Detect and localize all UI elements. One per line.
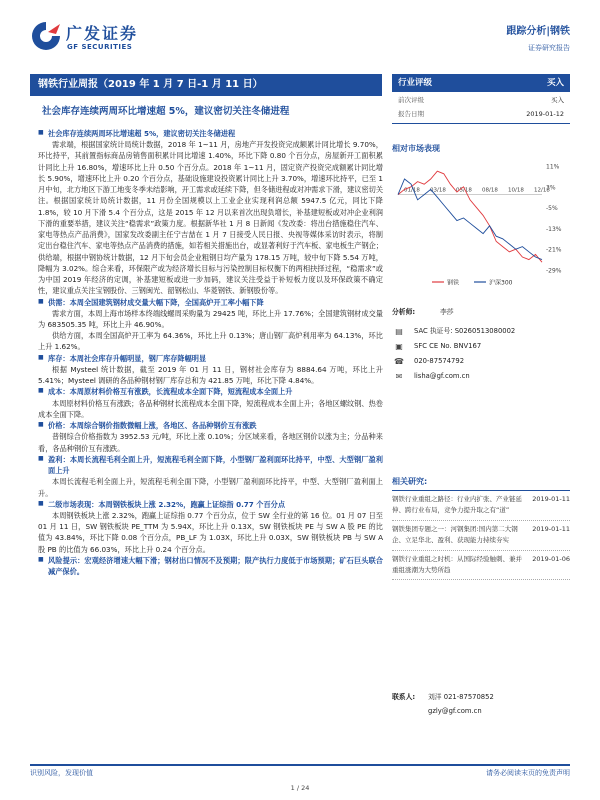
related-item[interactable]: 钢铁行业重组之时机：从国际经验触刺、兼并重组涨潮为大势所趋 2019-01-06	[392, 551, 570, 581]
y-tick-label: -13%	[546, 225, 562, 233]
footer-disclaimer: 请务必阅读末页的免责声明	[486, 769, 570, 777]
section-heading: ■ 二级市场表现：本周钢铁板块上涨 2.32%，跑赢上证综指 0.77 个百分点	[38, 499, 383, 510]
report-category: 跟踪分析|钢铁	[506, 26, 570, 37]
x-tick-label: 05/18	[456, 187, 472, 194]
main-body	[38, 128, 383, 577]
contact-name-phone: 刘洋 021-87570852	[428, 693, 494, 701]
related-title: 相关研究:	[392, 476, 570, 491]
page-footer	[30, 768, 570, 779]
prev-rating-label: 前次评级	[398, 96, 424, 104]
report-date-label: 报告日期	[398, 109, 424, 118]
gf-logo-icon	[30, 20, 62, 52]
email-icon: ✉	[395, 371, 403, 381]
y-tick-label: -29%	[546, 267, 562, 275]
analyst-info	[392, 305, 570, 384]
x-tick-label: 01/18	[404, 187, 420, 194]
report-date-value: 2019-01-12	[526, 109, 564, 118]
section-heading: ■ 盈利：本周长流程毛利全面上升，短流程毛利全面下降，小型钢厂盈利面环比持平，中型、大型钢厂盈利面上升	[38, 454, 383, 476]
rating-value: 买入	[546, 78, 564, 88]
y-tick-label: -21%	[546, 246, 562, 254]
y-tick-label: -5%	[546, 205, 558, 213]
body-paragraph: 本周长流程毛利全面上升，短流程毛利全面下降，小型钢厂盈利面环比持平，中型、大型钢厂盈利面上升。	[38, 477, 383, 498]
y-tick-label: 11%	[546, 163, 560, 171]
contact-info	[392, 692, 570, 716]
rating-title: 行业评级	[398, 78, 433, 88]
legend-label: 沪深300	[489, 279, 513, 287]
section-heading: ■ 库存：本周社会库存升幅明显，钢厂库存降幅明显	[38, 353, 383, 364]
body-paragraph: 本周原材料价格互有涨跌；各品种钢材长流程成本全面下降，短流程成本全面上升；各地区螺纹钢、热卷成本全面下降。	[38, 398, 383, 419]
analyst-phone: 020-87574792	[414, 357, 465, 366]
related-item[interactable]: 钢铁集团专题之一：河钢集团:国内第二大钢企、立足华北、盈利、获现能力持续夯实 2019-01-11	[392, 521, 570, 551]
report-type: 证券研究报告	[528, 44, 570, 52]
body-paragraph: 需求端，根据国家统计局统计数据，2018 年 1~11 月，房地产开发投资完成额累计同比增长 9.70%，环比持平，其前置指标商品房销售面积累计同比增速 1.40%，环比下降 0.80 个百分点，房屋新开工面积累计同比上升 16.80%，增速环比上升 0.50 个百分点。2018 年 1~11 月，固定资产投资完成额累计同比增长 5.90%，增速环比上升 0.20 个百分点，基础设施建设投资累计同比上升 3.70%，增速环比持平，已至 1 月中旬，北方地区下游工地变冬季未结影响，开工需求或延续下降，但冬储进程或对冲需求下滑，建议密切关注。根据国家统计局统计数据，11 月份全国规模以上工业企业实现利润总额 5947.5 亿元，同比下降 1.8%，较 10 月下滑 5.4 个百分点，这是 2015 年 12 月以来首次出现负增长，补基建短板或对冲企业利润下滑的重要举措，建议关注“稳需求”政策力度。根据新华社 1 月 8 日新闻《发改委：将出台措施稳住汽车、家电等热点产品消费》，国家发改委副主任宁吉喆在 1 月 7 日接受人民日报、央视等媒体采访时表示，将制定出台稳住汽车、家电等热点产品消费的措施，如若相关措施出台，或显著利好于汽车板、家电板生产钢企；供给端，根据中钢协统计数据，12 月下旬会员企业粗钢日均产量为 178.15 万吨，较中旬下降 5.54 万吨，降幅为 3.02%。综合来看，环保限产或为经济增长目标与污染控制目标权衡下的两相抉择过程，“稳需求”或为中国 2019 年经济的定调，补基建短板或进一步加码，建议关注受益于补短板力度以及环保政策不确定性，建议重点关注宝钢股份、三钢闽光、韶钢松山、华菱钢铁、新钢股份等。	[38, 140, 384, 296]
analyst-sac: SAC 执证号: S0260513080002	[414, 327, 516, 336]
related-research	[392, 476, 570, 580]
section-heading: ■ 风险提示：宏观经济增速大幅下滑；钢材出口情况不及预期；限产执行力度低于市场预期；矿石巨头联合减产保价。	[38, 555, 383, 577]
y-tick-label: 3%	[546, 184, 556, 192]
x-tick-label: 12/18	[534, 187, 550, 194]
prev-rating-value: 买入	[551, 96, 564, 104]
section-heading: ■ 价格：本周综合钢价指数微幅上涨，各地区、各品种钢价互有涨跌	[38, 420, 383, 431]
contact-label: 联系人:	[392, 693, 416, 701]
rating-panel	[392, 74, 570, 124]
analyst-name: 李莎	[440, 308, 454, 317]
chart-title: 相对市场表现	[392, 144, 440, 153]
related-date: 2019-01-11	[532, 495, 570, 503]
section-heading: ■ 成本：本周原材料价格互有涨跌，长流程成本全面下降，短流程成本全面上升	[38, 386, 383, 397]
body-paragraph: 供给方面，本周全国高炉开工率为 64.36%，环比上升 0.13%；唐山钢厂高炉利用率为 64.13%，环比上升 1.62%。	[38, 331, 383, 352]
section-heading: ■ 供需：本周全国建筑钢材成交量大幅下降，全国高炉开工率小幅下降	[38, 297, 383, 308]
body-paragraph: 需求方面，本周上海市场样本终端线螺周采购量为 29425 吨，环比上升 17.76%；全国建筑钢材成交量为 683505.35 吨，环比上升 46.90%。	[38, 308, 383, 329]
badge-icon: ▣	[395, 341, 403, 351]
series-line	[398, 171, 542, 262]
footer-slogan: 识别风险，发现价值	[30, 769, 93, 777]
analyst-label: 分析师:	[392, 308, 416, 317]
related-date: 2019-01-06	[532, 554, 570, 563]
logo-chinese-name: 广发证券	[66, 24, 139, 43]
phone-icon: ☎	[394, 356, 404, 366]
id-card-icon: ▤	[395, 326, 403, 336]
analyst-email[interactable]: lisha@gf.com.cn	[414, 372, 470, 381]
page-number: 1 / 24	[290, 784, 310, 792]
company-logo	[30, 20, 170, 56]
body-paragraph: 本周钢铁板块上涨 2.32%，跑赢上证综指 0.77 个百分点，位于 SW 全行业的第 16 位。01 月 07 日至 01 月 11 日，SW 钢铁板块 PE_TTM 为 5.94X，环比上升 0.13X，SW 钢铁板块 PE 与 SW A 股 PE 的比值为 43.84%，环比下降 0.08 个百分点，PB_LF 为 1.03X，环比上升 0.03X，SW 钢铁板块 PB 与 SW A 股 PB 的比值为 66.03%，环比上升 0.24 个百分点。	[38, 510, 383, 554]
legend-label: 钢铁	[447, 279, 460, 287]
x-tick-label: 10/18	[508, 187, 524, 194]
body-paragraph: 根据 Mysteel 统计数据，截至 2019 年 01 月 11 日，钢材社会库存为 8884.64 万吨，环比上升 5.41%；Mysteel 调研的各品种钢材钢厂库存总和为 421.85 万吨，环比下降 4.84%。	[38, 364, 383, 386]
relative-performance-chart	[392, 158, 570, 293]
report-title: 钢铁行业周报（2019 年 1 月 7 日-1 月 11 日）	[30, 74, 382, 96]
contact-email[interactable]: gzly@gf.com.cn	[428, 707, 482, 716]
page-header	[0, 10, 600, 60]
body-paragraph: 普钢综合价格指数为 3952.53 元/吨，环比上涨 0.10%；分区域来看，各地区钢价以涨为主；分品种来看，各品种钢价互有涨跌。	[38, 432, 383, 453]
related-date: 2019-01-11	[532, 524, 570, 533]
analyst-sfc: SFC CE No. BNV167	[414, 342, 482, 351]
section-heading: ■ 社会库存连续两周环比增速超 5%，建议密切关注冬储进程	[38, 128, 383, 139]
related-item[interactable]: 钢铁行业重组之路径：行业内扩张、产业链延伸、跨行业布局，竞争力提升取之有“道” 2019-01-11	[392, 491, 570, 521]
x-tick-label: 03/18	[430, 187, 446, 194]
report-subtitle: 社会库存连续两周环比增速超 5%，建议密切关注冬储进程	[42, 106, 290, 117]
logo-english-name: GF SECURITIES	[67, 43, 133, 51]
x-tick-label: 08/18	[482, 187, 498, 194]
